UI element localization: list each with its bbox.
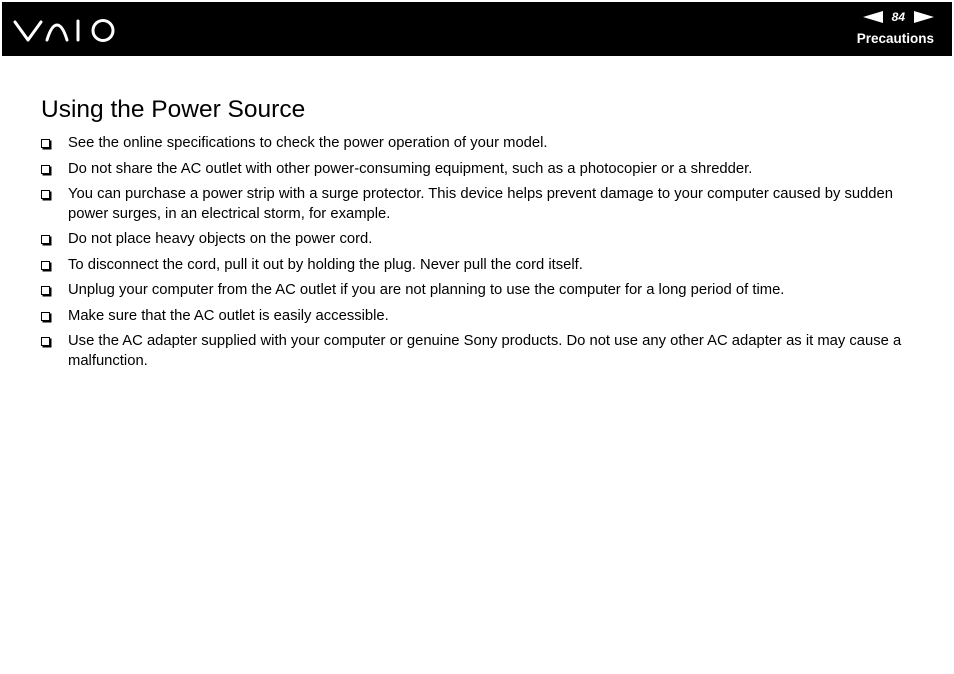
list-item [41,256,921,276]
list-item [41,281,921,301]
list-item-text: Do not place heavy objects on the power cord. [68,231,373,247]
arrow-right-icon[interactable] [914,11,934,23]
list-item [41,134,921,154]
list-item [41,332,921,371]
checkbox-icon [41,337,50,346]
page-header [2,2,952,56]
page-number: 84 [891,10,905,24]
bullet-list [41,134,921,377]
list-item-text: You can purchase a power strip with a surge protector. This device helps prevent damage to your computer caused by sudden power surges, in an electrical storm, for example. [68,186,893,222]
checkbox-icon [41,190,50,199]
page-navigation [863,9,934,25]
list-item-text: Make sure that the AC outlet is easily accessible. [68,307,389,324]
list-item [41,230,921,250]
checkbox-icon [41,139,50,148]
arrow-left-icon[interactable] [863,11,883,23]
list-item-text: Use the AC adapter supplied with your computer or genuine Sony products. Do not use any other AC adapter as it may cause a malfunction. [68,333,902,369]
list-item [41,160,921,180]
list-item-text: To disconnect the cord, pull it out by holding the plug. Never pull the cord itself. [68,256,583,273]
page-title: Using the Power Source [41,96,306,123]
checkbox-icon [41,235,50,244]
list-item-text: Do not share the AC outlet with other power-consuming equipment, such as a photocopier or a shredder. [68,160,753,177]
checkbox-icon [41,312,50,321]
checkbox-icon [41,261,50,270]
checkbox-icon [41,165,50,174]
list-item-text: See the online specifications to check the power operation of your model. [68,135,548,151]
list-item-text: Unplug your computer from the AC outlet if you are not planning to use the computer for a long period of time. [68,282,785,298]
vaio-logo [13,16,123,44]
checkbox-icon [41,286,50,295]
list-item [41,185,921,224]
section-name[interactable]: Precautions [856,31,934,46]
list-item [41,307,921,327]
